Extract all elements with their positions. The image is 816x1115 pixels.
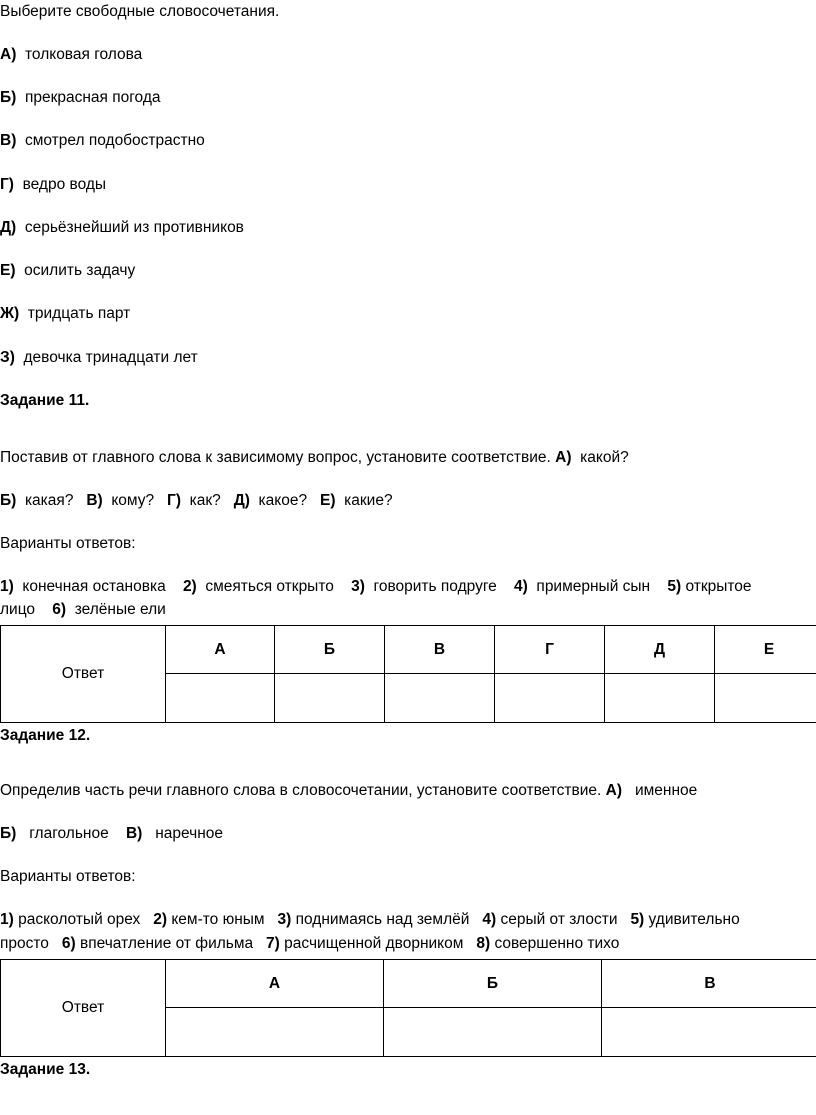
answer-label: Ответ	[1, 626, 166, 723]
column-header: Д	[605, 626, 715, 674]
column-header: Б	[275, 626, 385, 674]
answer-cell[interactable]	[384, 1008, 602, 1057]
option-zh: Ж) тридцать парт	[0, 305, 131, 322]
task11-answers-line-1: 1) конечная остановка 2) смеяться открыто 3) говорить подруге 4) примерный сын 5) открытое	[0, 578, 752, 595]
option-v: В) смотрел подобострастно	[0, 132, 205, 149]
task11-prompt-line: Поставив от главного слова к зависимому вопрос, установите соответствие. А) какой?	[0, 449, 629, 466]
task11-answers-line-2: лицо 6) зелёные ели	[0, 601, 166, 618]
task12-answers-line-1: 1) расколотый орех 2) кем-то юным 3) поднимаясь над землёй 4) серый от злости 5) удивительно	[0, 911, 740, 928]
task13-title: Задание 13.	[0, 1061, 91, 1078]
option-e: Е) осилить задачу	[0, 262, 136, 279]
task11-title: Задание 11.	[0, 392, 90, 409]
answer-cell[interactable]	[715, 674, 816, 723]
column-header: А	[166, 960, 384, 1008]
task12-answer-table	[0, 959, 816, 1057]
option-z: З) девочка тринадцати лет	[0, 349, 198, 366]
column-header: А	[166, 626, 275, 674]
column-header: В	[385, 626, 495, 674]
answer-cell[interactable]	[495, 674, 605, 723]
column-header: Б	[384, 960, 602, 1008]
answer-cell[interactable]	[166, 1008, 384, 1057]
task11-questions-line: Б) какая? В) кому? Г) как? Д) какое? Е) какие?	[0, 492, 393, 509]
answer-cell[interactable]	[602, 1008, 816, 1057]
column-header: Г	[495, 626, 605, 674]
task12-title: Задание 12.	[0, 727, 91, 744]
task11-variants-heading: Варианты ответов:	[0, 535, 136, 552]
answer-cell[interactable]	[275, 674, 385, 723]
column-header: Е	[715, 626, 816, 674]
task12-questions-line: Б) глагольное В) наречное	[0, 825, 224, 842]
answer-label: Ответ	[1, 960, 166, 1057]
task11-answer-table	[0, 625, 816, 723]
task12-variants-heading: Варианты ответов:	[0, 868, 136, 885]
option-b: Б) прекрасная погода	[0, 89, 161, 106]
option-g: Г) ведро воды	[0, 176, 107, 193]
answer-cell[interactable]	[385, 674, 495, 723]
option-d: Д) серьёзнейший из противников	[0, 219, 244, 236]
column-header: В	[602, 960, 816, 1008]
answer-cell[interactable]	[605, 674, 715, 723]
option-a: А) толковая голова	[0, 46, 143, 63]
task12-answers-line-2: просто 6) впечатление от фильма 7) расчищенной дворником 8) совершенно тихо	[0, 935, 620, 952]
intro-text: Выберите свободные словосочетания.	[0, 3, 280, 20]
task12-prompt-line: Определив часть речи главного слова в словосочетании, установите соответствие. А) именное	[0, 782, 698, 799]
answer-cell[interactable]	[166, 674, 275, 723]
